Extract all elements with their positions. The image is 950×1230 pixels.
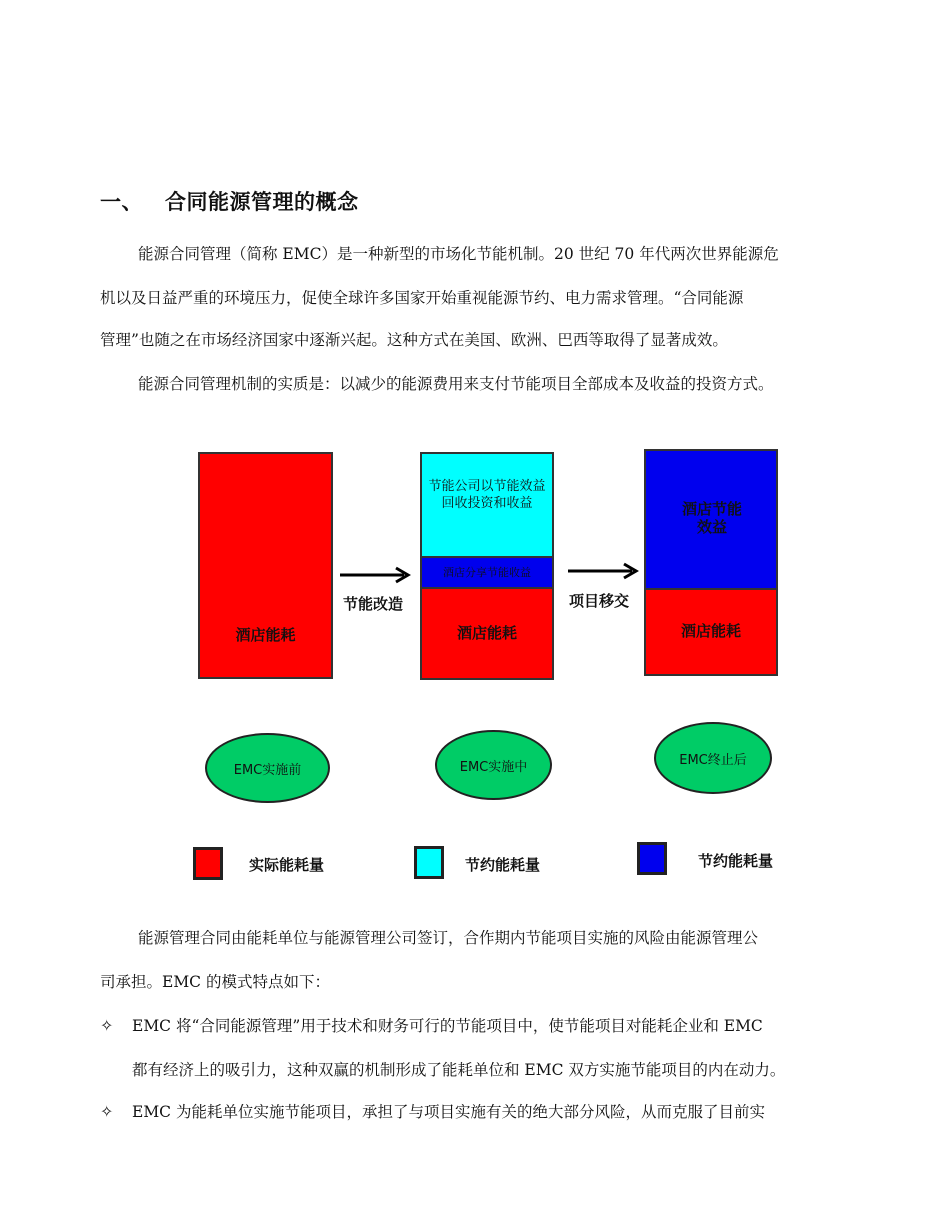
bar-before-label: 酒店能耗 — [235, 626, 296, 644]
arrow-right-icon — [566, 561, 641, 581]
bar-during-middle-label: 酒店分享节能收益 — [443, 566, 531, 579]
step-label-retrofit: 节能改造 — [343, 595, 404, 613]
bullet-icon: ✧ — [100, 1102, 114, 1121]
section-number: 一、 — [100, 190, 143, 214]
bullet-1-line-2: 都有经济上的吸引力，这种双赢的机制形成了能耗单位和 EMC 双方实施节能项目的内在动力。 — [132, 1061, 786, 1079]
legend-label-actual: 实际能耗量 — [249, 856, 325, 874]
bar-before — [198, 452, 333, 679]
bar-during-bottom-label: 酒店能耗 — [456, 624, 517, 642]
paragraph-1-line-1: 能源合同管理（简称 EMC）是一种新型的市场化节能机制。20 世纪 70 年代两次世界能源危 — [138, 245, 779, 263]
legend-swatch-saved-hotel — [637, 842, 667, 875]
bar-after-top-label: 酒店节能效益 — [681, 500, 742, 536]
legend-label-saved-hotel: 节约能耗量 — [698, 852, 774, 870]
paragraph-1-line-2: 机以及日益严重的环境压力，促使全球许多国家开始重视能源节约、电力需求管理。“合同能源 — [100, 289, 744, 307]
stage-before: EMC实施前 — [205, 733, 330, 803]
bar-after-bottom-label: 酒店能耗 — [680, 622, 741, 640]
stage-during: EMC实施中 — [435, 730, 552, 800]
stage-after: EMC终止后 — [654, 722, 772, 794]
legend-label-saved-company: 节约能耗量 — [465, 856, 541, 874]
paragraph-1-line-3: 管理”也随之在市场经济国家中逐渐兴起。这种方式在美国、欧洲、巴西等取得了显著成效。 — [100, 331, 728, 349]
paragraph-3-line-2: 司承担。EMC 的模式特点如下： — [100, 973, 330, 991]
step-label-handover: 项目移交 — [569, 592, 630, 610]
bullet-1-line-1: EMC 将“合同能源管理”用于技术和财务可行的节能项目中，使节能项目对能耗企业和 EMC — [132, 1017, 763, 1035]
paragraph-2: 能源合同管理机制的实质是：以减少的能源费用来支付节能项目全部成本及收益的投资方式。 — [138, 375, 774, 393]
legend-swatch-actual — [193, 847, 223, 880]
section-title: 合同能源管理的概念 — [165, 190, 359, 214]
bar-during-top-label: 节能公司以节能效益回收投资和收益 — [428, 479, 546, 511]
bullet-2-line-1: EMC 为能耗单位实施节能项目，承担了与项目实施有关的绝大部分风险，从而克服了目前实 — [132, 1103, 765, 1121]
paragraph-3-line-1: 能源管理合同由能耗单位与能源管理公司签订，合作期内节能项目实施的风险由能源管理公 — [138, 929, 759, 947]
bullet-icon: ✧ — [100, 1016, 114, 1035]
arrow-right-icon — [338, 565, 413, 585]
section-heading — [100, 186, 359, 216]
legend-swatch-saved-company — [414, 846, 444, 879]
